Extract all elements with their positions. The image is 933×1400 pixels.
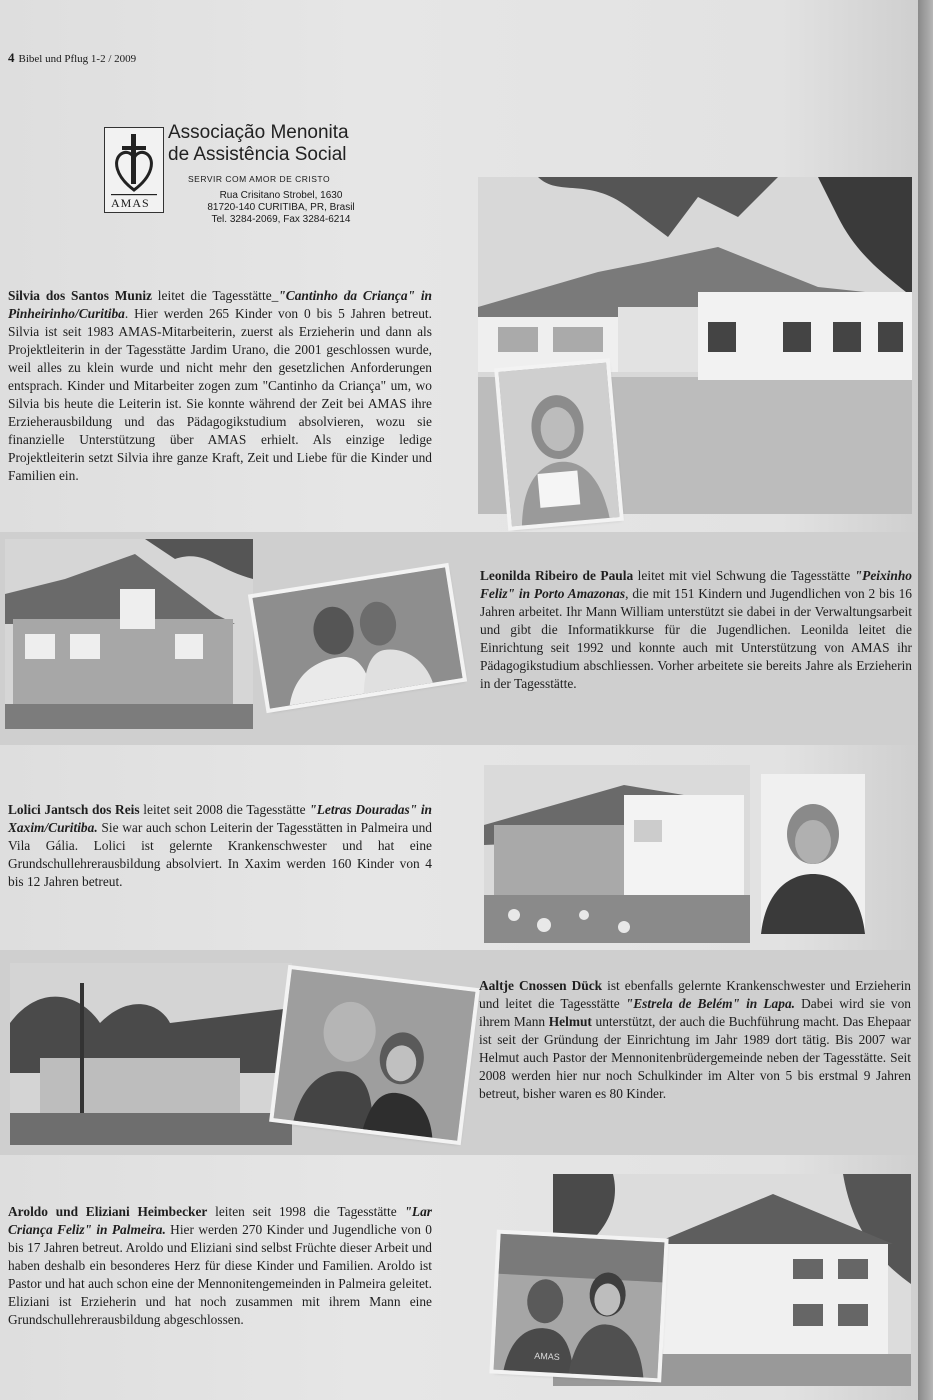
photo-house-porto-amazonas (5, 539, 253, 729)
article-body: . Hier werden 265 Kinder von 0 bis 5 Jahren betreut. Silvia ist seit 1983 AMAS-Mitarbeiterin, zuerst als Erzieherin und dann als Projektleiterin in der Tagesstätte Jardim Urano, die 2001 geschlossen wurde, weil alles zu klein wurde und nicht mehr den gesetzlichen Anforderungen entsprach. Kinder und Mitarbeiter zogen zum "Cantinho da Criança" um, wo Silvia bis heute die Leiterin ist. Sie konnte während der Zeit bei AMAS ihre Erzieherausbildung und das Pädagogikstudium absolvieren, wozu sie finanzielle Unterstützung über AMAS erhielt. Als einzige ledige Projektleiterin setzt Silvia ihre ganze Kraft, Zeit und Liebe für die Kinder und Familien ein. (8, 306, 432, 483)
article-lolici (8, 801, 432, 891)
org-address (176, 190, 386, 226)
person-name: Aaltje Cnossen Dück (479, 978, 603, 993)
text-fragment: leitet die Tagesstätte_ (151, 288, 279, 303)
publication-title: Bibel und Pflug 1-2 / 2009 (18, 53, 137, 65)
org-name-line1: Associação Menonita (168, 122, 349, 143)
text-fragment: Dabei wird sie von ihrem Mann (479, 996, 911, 1029)
logo-text: AMAS (111, 196, 150, 210)
org-block (168, 122, 386, 226)
photo-aroldo-eliziani (494, 1234, 665, 1378)
org-motto: SERVIR COM AMOR DE CRISTO (188, 174, 331, 184)
person-name: Silvia dos Santos Muniz (8, 288, 152, 303)
article-body: Hier werden 270 Kinder und Jugendliche von 0 bis 17 Jahren betreut. Aroldo und Eliziani sind selbst Früchte dieser Arbeit und haben deshalb ein besonderes Herz für diese Kinder und Familien. Aroldo ist Pastor und hat auch schon eine der Mennonitengemeinden in Palmeira geleitet. Eliziani ist Erzieherin und hat noch zusammen mit ihrem Mann eine Grundschullehrerausbildung abgeschlossen. (8, 1222, 432, 1327)
article-silvia (8, 287, 432, 485)
page-header (8, 50, 136, 66)
article-leonilda (480, 567, 912, 693)
article-body: , die mit 151 Kindern und Jugendlichen von 2 bis 16 Jahren arbeitet. Ihr Mann William unterstützt sie dabei in der Verwaltungsarbeit und gibt die Informatikkurse für die Jugendlichen. Leonilda leitet die Einrichtung seit 1992 und konnte auch mit Unterstützung von AMAS ihr Pädagogikstudium abschliessen. Vorher arbeitete sie bereits Jahre als Erzieherin in der Tagesstätte. (480, 586, 912, 691)
text-fragment: leitet mit viel Schwung die Tagesstätte (633, 568, 855, 583)
article-body: Sie war auch schon Leiterin der Tagesstätten in Palmeira und Vila Gália. Lolici ist gelernte Krankenschwester und hat eine Grundschullehrerausbildung absolviert. In Xaxim werden 160 Kinder von 4 bis 12 Jahren betreut. (8, 820, 432, 889)
address-line: Tel. 3284-2069, Fax 3284-6214 (211, 214, 351, 225)
facility-name: "Letras Douradas" in Xaxim/Curitiba. (8, 802, 433, 835)
shirt-print-text: AMAS (534, 1350, 561, 1363)
photo-lapa-building (10, 963, 292, 1145)
article-body: unterstützt, der auch die Buchführung macht. Das Ehepaar ist seit der Gründung der Einrichtung im Jahr 1989 dort tätig. Bis 2007 war Helmut auch Pastor der Mennonitenbrüdergemeinde neben der Tagesstätte. Seit 2008 werden hier nur noch Schulkinder im Alter von 5 bis erstmal 9 Jahren betreut, bisher waren es 80 Kinder. (479, 1014, 911, 1101)
text-fragment: ist ebenfalls gelernte Krankenschwester und Erzieherin und leitet die Tagesstätte (479, 978, 912, 1011)
address-line: Rua Crisitano Strobel, 1630 (219, 190, 343, 201)
photo-aaltje-helmut (274, 969, 476, 1140)
person-name: Aroldo und Eliziani Heimbecker (8, 1204, 208, 1219)
org-name-line2: de Assistência Social (168, 144, 347, 165)
facility-name: "Cantinho da Criança" in Pinheirinho/Curitiba (8, 288, 432, 321)
article-aroldo (8, 1203, 432, 1329)
facility-name: "Lar Criança Feliz" in Palmeira. (8, 1204, 432, 1237)
facility-name: "Peixinho Feliz" in Porto Amazonas (480, 568, 912, 601)
page-edge-shadow (918, 0, 933, 1400)
article-aaltje (479, 977, 911, 1103)
address-line: 81720-140 CURITIBA, PR, Brasil (207, 202, 355, 213)
text-fragment: leiten seit 1998 die Tagesstätte (207, 1204, 405, 1219)
photo-lolici-portrait (761, 774, 865, 934)
page-number: 4 (8, 50, 15, 65)
husband-name: Helmut (548, 1014, 592, 1029)
photo-xaxim-building (484, 765, 750, 943)
amas-logo (104, 127, 164, 213)
person-name: Lolici Jantsch dos Reis (8, 802, 140, 817)
text-fragment: leitet seit 2008 die Tagesstätte (139, 802, 310, 817)
facility-name: "Estrela de Belém" in Lapa. (625, 996, 795, 1011)
photo-silvia-portrait (498, 363, 619, 527)
person-name: Leonilda Ribeiro de Paula (480, 568, 634, 583)
